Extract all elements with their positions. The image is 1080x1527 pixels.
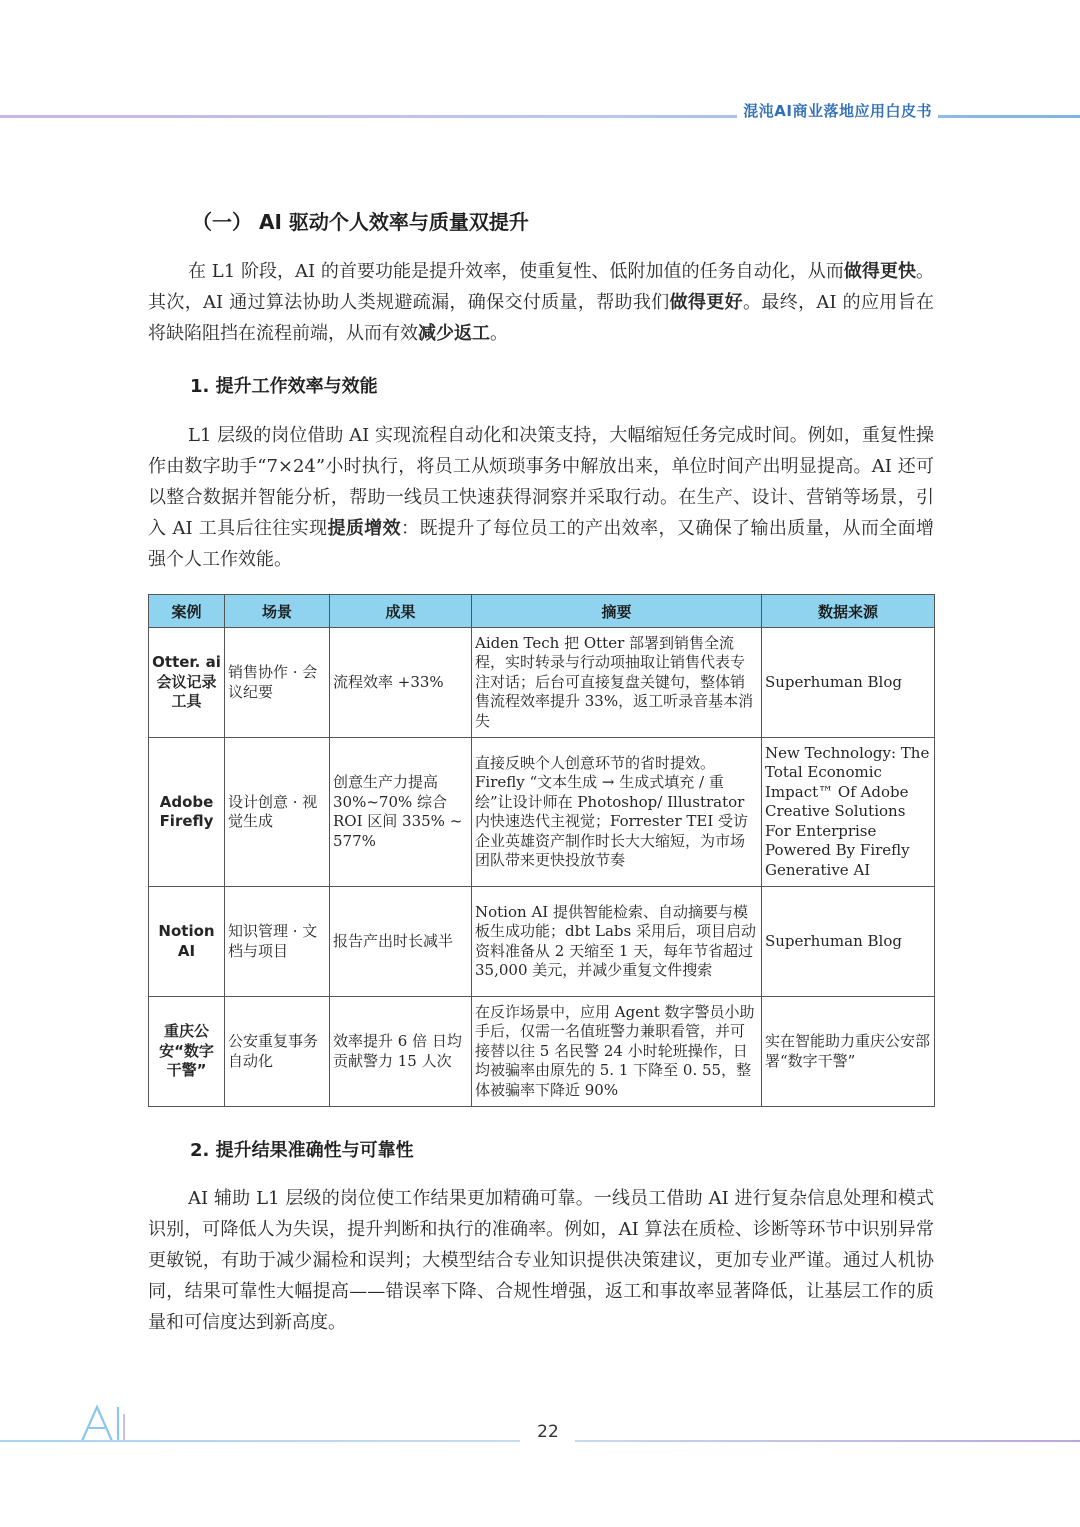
col-header-case: 案例 [149,595,225,628]
table-row [149,738,935,887]
intro-paragraph: 在 L1 阶段，AI 的首要功能是提升效率，使重复性、低附加值的任务自动化，从而做得更快。其次，AI 通过算法协助人类规避疏漏，确保交付质量，帮助我们做得更好。最终，AI 的应用旨在将缺陷阻挡在流程前端，从而有效减少返工。 [148,261,934,344]
cell-result: 效率提升 6 倍 日均贡献警力 15 人次 [330,997,472,1107]
cell-case: 重庆公安“数字干警” [149,997,225,1107]
table-header-row [149,595,935,628]
cell-result: 创意生产力提高 30%~70% 综合 ROI 区间 335% ~ 577% [330,738,472,887]
accuracy-paragraph: AI 辅助 L1 层级的岗位使工作结果更加精确可靠。一线员工借助 AI 进行复杂信息处理和模式识别，可降低人为失误，提升判断和执行的准确率。例如，AI 算法在质检、诊断等环节中识别异常更敏锐，有助于减少漏检和误判；大模型结合专业知识提供决策建议，更加专业严谨。通过人机协同，结果可靠性大幅提高——错误率下降、合规性增强，返工和事故率显著降低，让基层工作的质量和可信度达到新高度。 [148,1188,934,1333]
cell-case: Notion AI [149,887,225,997]
col-header-result: 成果 [330,595,472,628]
cell-source: New Technology: The Total Economic Impact™ Of Adobe Creative Solutions For Enterprise Powered By Firefly Generative AI [762,738,935,887]
cell-source: 实在智能助力重庆公安部署“数字干警” [762,997,935,1107]
footer-rule-left [0,1440,520,1442]
cell-scene: 设计创意 · 视觉生成 [225,738,330,887]
accuracy-block [148,1183,934,1338]
cell-scene: 销售协作 · 会议纪要 [225,628,330,738]
cell-case: Otter. ai 会议记录工具 [149,628,225,738]
ai-logo-icon [78,1404,134,1444]
efficiency-block [148,420,934,575]
subsection-title-efficiency: 1. 提升工作效率与效能 [190,376,378,397]
footer-rule-right [575,1440,1080,1442]
cell-summary: 直接反映个人创意环节的省时提效。Firefly “文本生成 → 生成式填充 / 重绘”让设计师在 Photoshop/ Illustrator 内快速迭代主视觉；Forrester TEI 受访企业英雄资产制作时长大大缩短，为市场团队带来更快投放节奏 [472,738,762,887]
cell-summary: 在反诈场景中，应用 Agent 数字警员小助手后，仅需一名值班警力兼职看管，并可接替以往 5 名民警 24 小时轮班操作，日均被骗率由原先的 5. 1 下降至 0. 55，整体被骗率下降近 90% [472,997,762,1107]
col-header-summary: 摘要 [472,595,762,628]
page-number: 22 [537,1422,559,1442]
cell-result: 流程效率 +33% [330,628,472,738]
cell-scene: 知识管理 · 文档与项目 [225,887,330,997]
table-row [149,887,935,997]
col-header-source: 数据来源 [762,595,935,628]
cell-source: Superhuman Blog [762,628,935,738]
subsection-title-accuracy: 2. 提升结果准确性与可靠性 [190,1140,414,1161]
cell-result: 报告产出时长减半 [330,887,472,997]
table-row [149,628,935,738]
col-header-scene: 场景 [225,595,330,628]
cell-source: Superhuman Blog [762,887,935,997]
efficiency-paragraph: L1 层级的岗位借助 AI 实现流程自动化和决策支持，大幅缩短任务完成时间。例如，重复性操作由数字助手“7×24”小时执行，将员工从烦琐事务中解放出来，单位时间产出明显提高。AI 还可以整合数据并智能分析，帮助一线员工快速获得洞察并采取行动。在生产、设计、营销等场景，引入 AI 工具后往往实现提质增效：既提升了每位员工的产出效率，又确保了输出质量，从而全面增强个人工作效能。 [148,425,935,570]
case-table [148,594,935,1107]
cell-scene: 公安重复事务自动化 [225,997,330,1107]
cell-summary: Notion AI 提供智能检索、自动摘要与模板生成功能；dbt Labs 采用后，项目启动资料准备从 2 天缩至 1 天，每年节省超过 35,000 美元，并减少重复文件搜索 [472,887,762,997]
running-header: 混沌AI商业落地应用白皮书 [737,100,938,121]
table-row [149,997,935,1107]
cell-summary: Aiden Tech 把 Otter 部署到销售全流程，实时转录与行动项抽取让销售代表专注对话；后台可直接复盘关键句，整体销售流程效率提升 33%，返工听录音基本消失 [472,628,762,738]
intro-block [148,256,934,349]
cell-case: Adobe Firefly [149,738,225,887]
section-title: （一） AI 驱动个人效率与质量双提升 [192,210,529,234]
